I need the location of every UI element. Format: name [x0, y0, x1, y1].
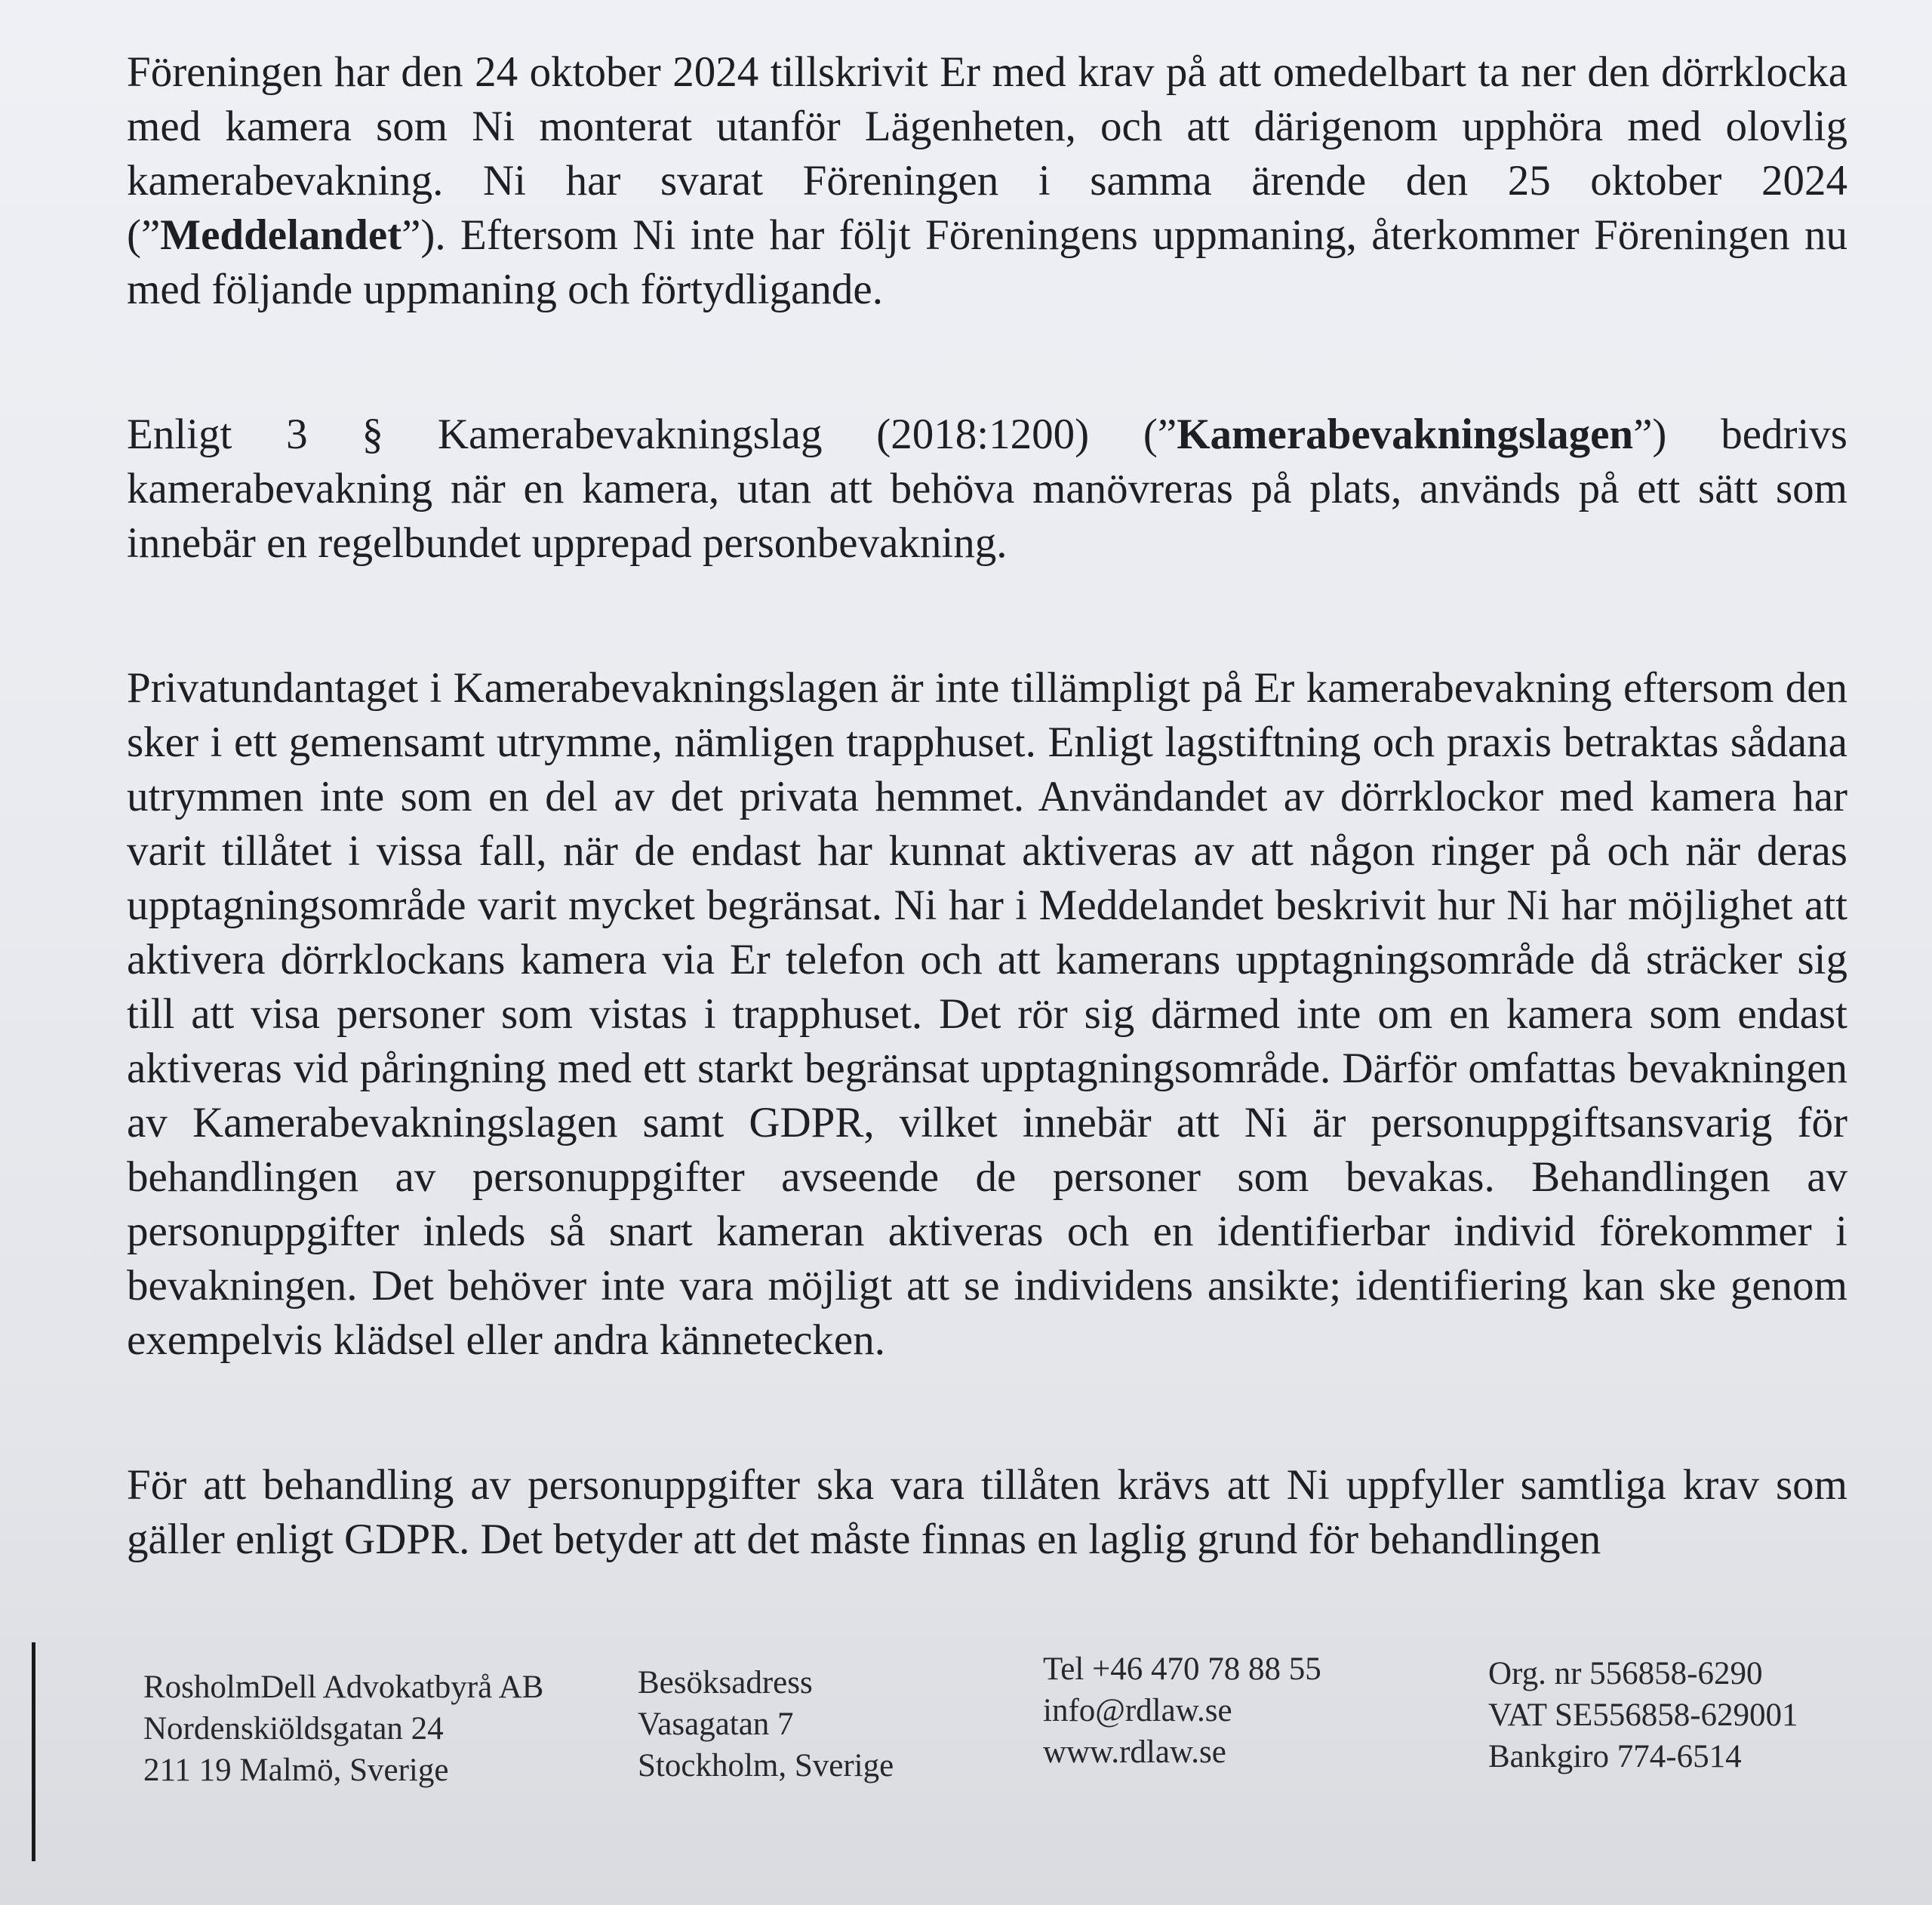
paragraph-text: För att behandling av personuppgifter ska vara tillåten krävs att Ni uppfyller samtliga krav som gäller enligt GDPR. Det betyder att det måste finnas en laglig grund för behandlingen	[127, 1461, 1847, 1563]
org-number: Org. nr 556858-6290	[1488, 1656, 1763, 1691]
paragraph-text: ”). Eftersom Ni inte har följt Föreningens uppmaning, återkommer Föreningen nu med följande uppmaning och förtydligande.	[127, 211, 1847, 313]
visit-heading: Besöksadress	[638, 1665, 813, 1700]
bankgiro-number: Bankgiro 774-6514	[1488, 1739, 1742, 1774]
footer-divider	[32, 1642, 35, 1861]
visit-street: Vasagatan 7	[638, 1706, 794, 1742]
paragraph-text: Enligt 3 § Kamerabevakningslag (2018:1200) (”	[127, 411, 1177, 458]
paragraph-text: Föreningen har den 24 oktober 2024 tillskrivit Er med krav på att omedelbart ta ner den dörrklocka med kamera som Ni monterat utanför Lägenheten, och att därigenom upphöra med olovlig kamerabevakning. Ni har svarat Föreningen i samma ärende den 25 oktober 2024 (”	[127, 48, 1847, 259]
paragraph-3	[127, 661, 1847, 1368]
paragraph-text: ”) bedrivs kamerabevakning när en kamera, utan att behöva manövreras på plats, används på ett sätt som innebär en regelbundet upprepad personbevakning.	[127, 411, 1847, 567]
footer-contact	[1043, 1648, 1321, 1773]
defined-term: Meddelandet	[160, 211, 402, 259]
footer-registration	[1488, 1653, 1798, 1777]
footer-visiting-address	[638, 1662, 894, 1787]
company-name: RosholmDell Advokatbyrå AB	[143, 1670, 544, 1705]
paragraph-text: Privatundantaget i Kamerabevakningslagen är inte tillämpligt på Er kamerabevakning eftersom den sker i ett gemensamt utrymme, nämligen trapphuset. Enligt lagstiftning och praxis betraktas sådana utrymmen inte som en del av det privata hemmet. Användandet av dörrklockor med kamera har varit tillåtet i vissa fall, när de endast har kunnat aktiveras av att någon ringer på och när deras upptagningsområde varit mycket begränsat. Ni har i Meddelandet beskrivit hur Ni har möjlighet att aktivera dörrklockans kamera via Er telefon och att kamerans upptagningsområde då sträcker sig till att visa personer som vistas i trapphuset. Det rör sig därmed inte om en kamera som endast aktiveras vid påringning med ett starkt begränsat upptagningsområde. Därför omfattas bevakningen av Kamerabevakningslagen samt GDPR, vilket innebär att Ni är personuppgiftsansvarig för behandlingen av personuppgifter avseende de personer som bevakas. Behandlingen av personuppgifter inleds så snart kameran aktiveras och en identifierbar individ förekommer i bevakningen. Det behöver inte vara möjligt att se individens ansikte; identifiering kan ske genom exempelvis klädsel eller andra kännetecken.	[127, 664, 1847, 1364]
letter-body	[127, 45, 1847, 1657]
visit-city: Stockholm, Sverige	[638, 1748, 894, 1783]
paragraph-4	[127, 1458, 1847, 1567]
footer-company-address	[143, 1666, 543, 1791]
website-address: www.rdlaw.se	[1043, 1734, 1226, 1770]
company-city: 211 19 Malmö, Sverige	[143, 1753, 449, 1788]
paragraph-2	[127, 408, 1847, 571]
paragraph-1	[127, 45, 1847, 317]
vat-number: VAT SE556858-629001	[1488, 1697, 1798, 1733]
email-address: info@rdlaw.se	[1043, 1693, 1232, 1728]
defined-term: Kamerabevakningslagen	[1177, 411, 1634, 458]
company-street: Nordenskiöldsgatan 24	[143, 1711, 444, 1747]
phone-number: Tel +46 470 78 88 55	[1043, 1651, 1321, 1687]
